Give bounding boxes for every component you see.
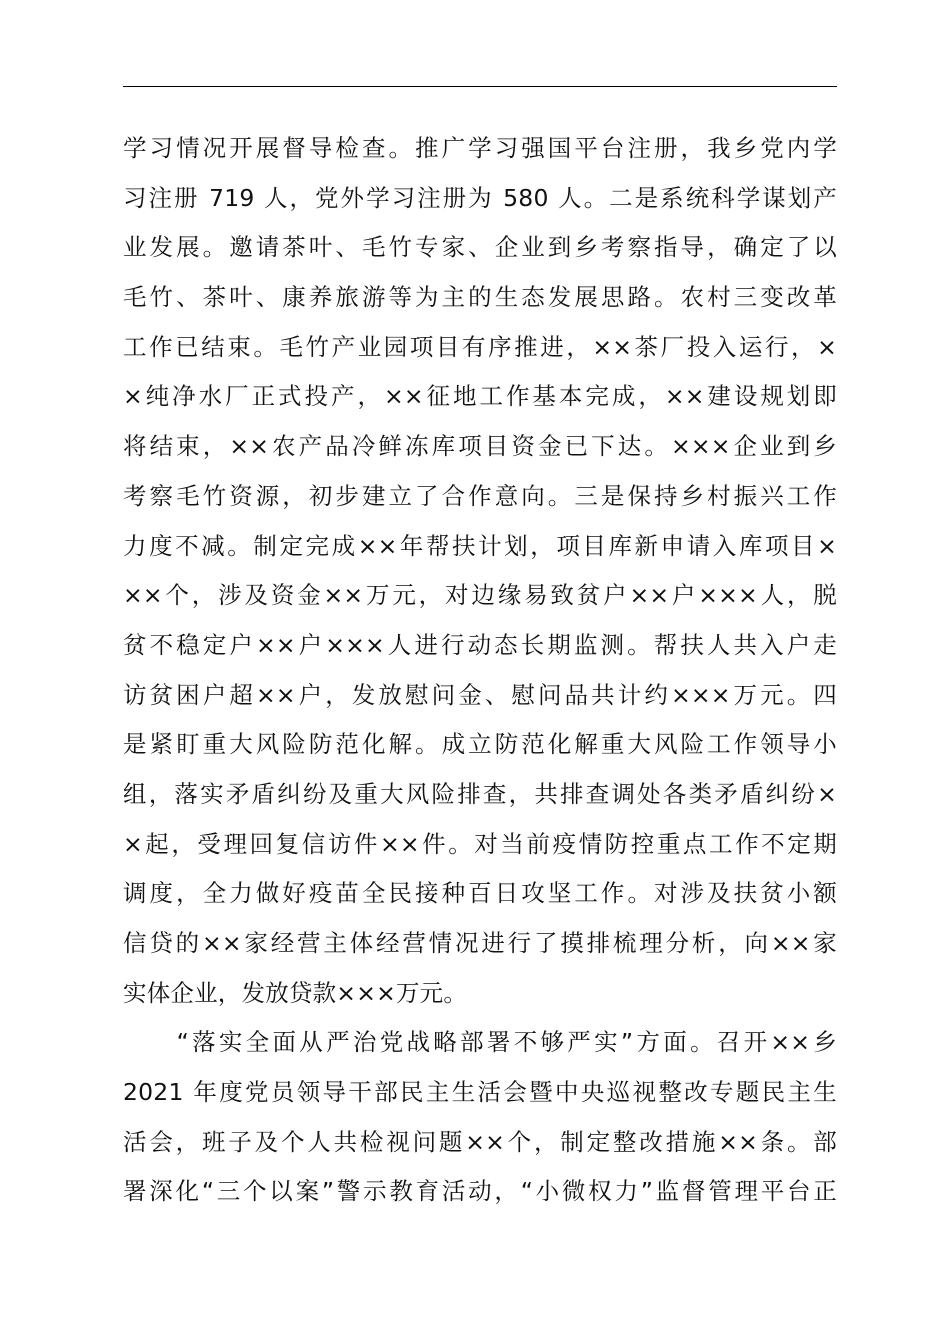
text-line: 贫不稳定户××户×××人进行动态长期监测。帮扶人共入户走 xyxy=(123,630,837,659)
body-text xyxy=(123,124,837,1217)
paragraph-1 xyxy=(123,124,837,1018)
text-line: 署深化“三个以案”警示教育活动，“小微权力”监督管理平台正 xyxy=(123,1177,837,1206)
text-line: 将结束，××农产品冷鲜冻库项目资金已下达。×××企业到乡 xyxy=(123,432,837,461)
header-rule xyxy=(123,86,837,87)
text-line: 习注册 719 人，党外学习注册为 580 人。二是系统科学谋划产 xyxy=(123,183,837,212)
text-line: 考察毛竹资源，初步建立了合作意向。三是保持乡村振兴工作 xyxy=(123,481,837,510)
text-line: 实体企业，发放贷款×××万元。 xyxy=(123,978,468,1007)
text-line: 活会，班子及个人共检视问题××个，制定整改措施××条。部 xyxy=(123,1127,837,1156)
text-line: ×纯净水厂正式投产，××征地工作基本完成，××建设规划即 xyxy=(123,382,837,411)
text-line: 是紧盯重大风险防范化解。成立防范化解重大风险工作领导小 xyxy=(123,730,837,759)
text-line: ××个，涉及资金××万元，对边缘易致贫户××户×××人，脱 xyxy=(123,581,837,610)
text-line: 访贫困户超××户，发放慰问金、慰问品共计约×××万元。四 xyxy=(123,680,837,709)
paragraph-2 xyxy=(123,1018,837,1217)
text-line: 组，落实矛盾纠纷及重大风险排查，共排查调处各类矛盾纠纷× xyxy=(123,779,837,808)
text-line: 毛竹、茶叶、康养旅游等为主的生态发展思路。农村三变改革 xyxy=(123,283,837,312)
text-line: ×起，受理回复信访件××件。对当前疫情防控重点工作不定期 xyxy=(123,829,837,858)
text-line: 信贷的××家经营主体经营情况进行了摸排梳理分析，向××家 xyxy=(123,929,837,957)
text-line: 工作已结束。毛竹产业园项目有序推进，××茶厂投入运行，× xyxy=(123,332,837,361)
text-line: 业发展。邀请茶叶、毛竹专家、企业到乡考察指导，确定了以 xyxy=(123,233,837,262)
text-line: 2021 年度党员领导干部民主生活会暨中央巡视整改专题民主生 xyxy=(123,1078,837,1107)
text-line: 调度，全力做好疫苗全民接种百日攻坚工作。对涉及扶贫小额 xyxy=(123,879,837,908)
text-line: 学习情况开展督导检查。推广学习强国平台注册，我乡党内学 xyxy=(123,134,837,162)
text-line: 力度不减。制定完成××年帮扶计划，项目库新申请入库项目× xyxy=(123,531,837,560)
text-line: “落实全面从严治党战略部署不够严实”方面。召开××乡 xyxy=(123,1028,837,1057)
